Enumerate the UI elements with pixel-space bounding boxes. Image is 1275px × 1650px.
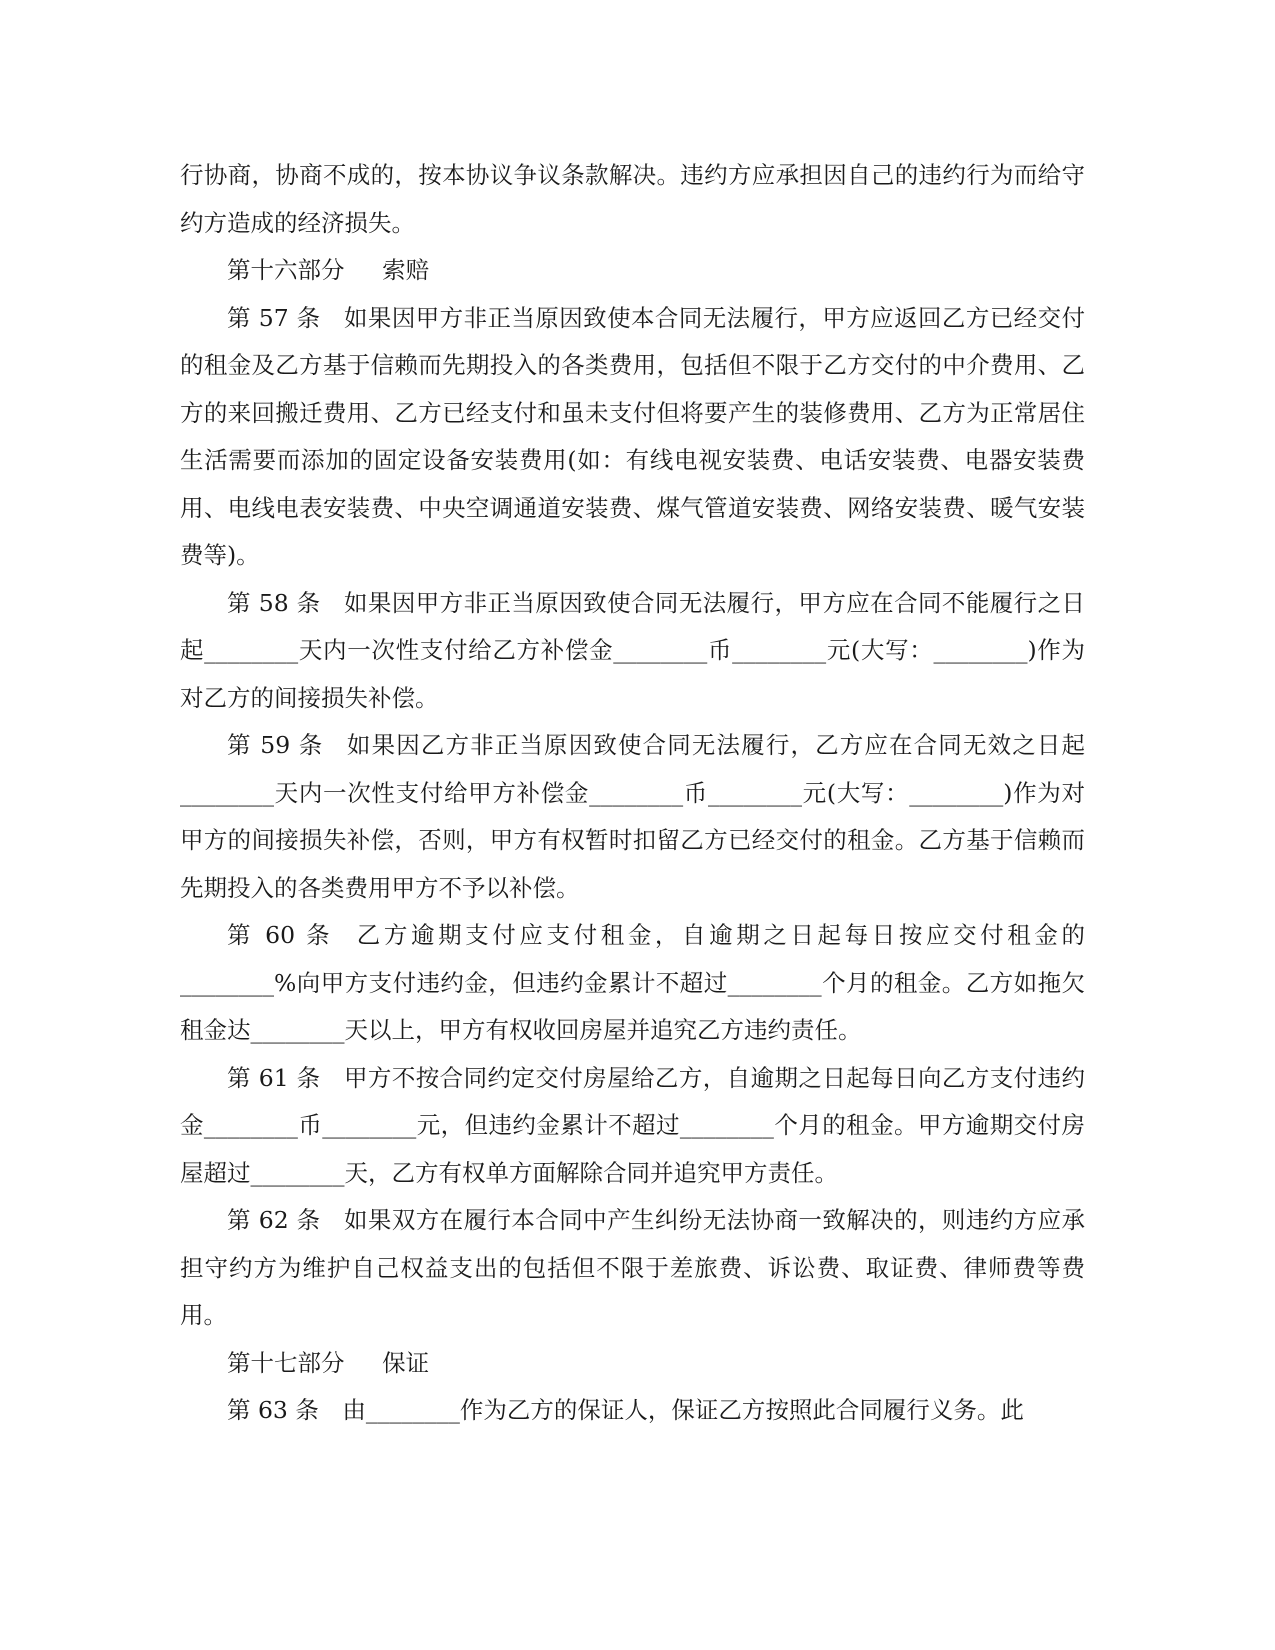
- article-text: 如果因乙方非正当原因致使合同无法履行，乙方应在合同无效之日起________天内一次性支付给甲方补偿金________币________元(大写：________)作为对甲方的间接损失补偿，否则，甲方有权暂时扣留乙方已经交付的租金。乙方基于信赖而先期投入的各类费用甲方不予以补偿。: [180, 731, 1086, 902]
- section-heading-16: [180, 247, 1085, 295]
- section-heading-17: [180, 1340, 1085, 1388]
- article-number: 第 62 条: [227, 1206, 321, 1234]
- paragraph-continuation: [180, 152, 1085, 247]
- article-60: [180, 912, 1085, 1055]
- article-text: 如果因甲方非正当原因致使本合同无法履行，甲方应返回乙方已经交付的租金及乙方基于信赖而先期投入的各类费用，包括但不限于乙方交付的中介费用、乙方的来回搬迁费用、乙方已经支付和虽未支付但将要产生的装修费用、乙方为正常居住生活需要而添加的固定设备安装费用(如：有线电视安装费、电话安装费、电器安装费用、电线电表安装费、中央空调通道安装费、煤气管道安装费、网络安装费、暖气安装费等)。: [180, 303, 1086, 569]
- article-number: 第 58 条: [227, 588, 321, 617]
- article-text: 如果因甲方非正当原因致使合同无法履行，甲方应在合同不能履行之日起________天内一次性支付给乙方补偿金________币________元(大写：________)作为对乙方的间接损失补偿。: [180, 588, 1086, 712]
- article-61: [180, 1055, 1085, 1198]
- section-title: 保证: [382, 1348, 430, 1377]
- article-62: [180, 1197, 1085, 1340]
- section-number: 第十六部分: [227, 256, 345, 284]
- article-57: [180, 295, 1085, 580]
- article-59: [180, 722, 1085, 912]
- section-number: 第十七部分: [227, 1348, 345, 1377]
- article-text: 乙方逾期支付应支付租金，自逾期之日起每日按应交付租金的________%向甲方支付违约金，但违约金累计不超过________个月的租金。乙方如拖欠租金达________天以上，甲方有权收回房屋并追究乙方违约责任。: [180, 921, 1086, 1044]
- article-text: 甲方不按合同约定交付房屋给乙方，自逾期之日起每日向乙方支付违约金________币________元，但违约金累计不超过________个月的租金。甲方逾期交付房屋超过________天，乙方有权单方面解除合同并追究甲方责任。: [180, 1063, 1086, 1187]
- article-63: [180, 1387, 1085, 1435]
- article-text: 由________作为乙方的保证人，保证乙方按照此合同履行义务。此: [342, 1396, 1024, 1424]
- article-number: 第 61 条: [227, 1063, 321, 1092]
- document-body: [180, 152, 1085, 1435]
- article-number: 第 63 条: [227, 1396, 319, 1424]
- paragraph-text: 行协商，协商不成的，按本协议争议条款解决。违约方应承担因自己的违约行为而给守约方造成的经济损失。: [180, 161, 1085, 237]
- article-number: 第 60 条: [227, 921, 334, 949]
- article-58: [180, 580, 1085, 723]
- section-title: 索赔: [382, 256, 430, 284]
- article-number: 第 59 条: [227, 731, 324, 759]
- article-text: 如果双方在履行本合同中产生纠纷无法协商一致解决的，则违约方应承担守约方为维护自己权益支出的包括但不限于差旅费、诉讼费、取证费、律师费等费用。: [180, 1206, 1086, 1329]
- article-number: 第 57 条: [227, 303, 321, 332]
